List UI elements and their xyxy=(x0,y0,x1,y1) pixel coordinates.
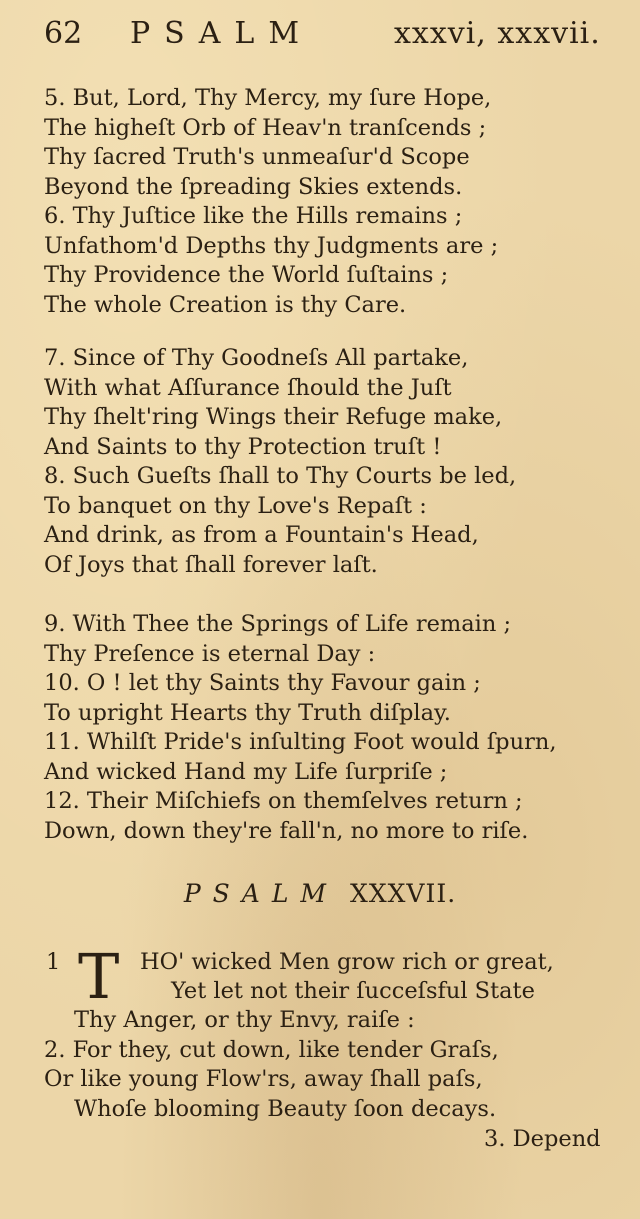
verse-line: To upright Hearts thy Truth diſplay. xyxy=(44,699,451,726)
verse-line: Of Joys that ſhall forever laſt. xyxy=(44,551,378,578)
verse-line: 8. Such Gueſts ſhall to Thy Courts be led, xyxy=(44,463,517,489)
verse-line: With what Aſſurance ſhould the Juſt xyxy=(44,374,452,401)
verse-line: 10. O ! let thy Saints thy Favour gain ; xyxy=(44,670,481,696)
stanza-3 xyxy=(44,610,624,846)
verse-line: Beyond the ſpreading Skies extends. xyxy=(44,173,463,200)
stanza-2 xyxy=(44,344,624,580)
verse-line: And Saints to thy Protection truſt ! xyxy=(44,433,442,460)
stanza-4 xyxy=(44,1006,624,1124)
psalm-heading xyxy=(0,876,640,912)
verse-line: The whole Creation is thy Care. xyxy=(44,291,407,318)
running-title: PSALM xyxy=(130,16,314,51)
verse-line: 2. For they, cut down, like tender Graſs, xyxy=(44,1036,499,1063)
verse-line: 11. Whilſt Pride's inſulting Foot would ſpurn, xyxy=(44,729,557,755)
verse-line: 12. Their Miſchiefs on themſelves return ; xyxy=(44,788,523,814)
verse-line: The higheſt Orb of Heav'n tranſcends ; xyxy=(44,114,487,141)
verse-line: Thy Providence the World ſuſtains ; xyxy=(44,262,449,288)
verse-number: 1 xyxy=(46,949,61,975)
verse-line: Thy ſacred Truth's unmeaſur'd Scope xyxy=(44,144,470,170)
verse-line: Thy Preſence is eternal Day : xyxy=(44,640,376,667)
stanza-1 xyxy=(44,84,624,320)
verse-line: 9. With Thee the Springs of Life remain ; xyxy=(44,611,512,637)
verse-line: 7. Since of Thy Goodneſs All partake, xyxy=(44,345,469,371)
verse-line: Down, down they're fall'n, no more to riſe. xyxy=(44,817,529,844)
verse-line: Yet let not their ſucceſsful State xyxy=(171,978,535,1004)
drop-cap: T xyxy=(78,940,120,1013)
psalm-heading-number: XXXVII. xyxy=(350,879,457,908)
psalm-numbers: xxxvi, xxxvii. xyxy=(394,16,601,51)
psalm-heading-word: PSALM xyxy=(183,879,339,908)
verse-line: 6. Thy Juſtice like the Hills remains ; xyxy=(44,203,463,229)
verse-line: Unfathom'd Depths thy Judgments are ; xyxy=(44,232,499,259)
verse-line: Thy ſhelt'ring Wings their Refuge make, xyxy=(44,404,503,430)
verse-line: And drink, as from a Fountain's Head, xyxy=(44,522,479,548)
page-header xyxy=(44,14,614,54)
page-number: 62 xyxy=(44,16,83,51)
verse-line: To banquet on thy Love's Repaſt : xyxy=(44,492,427,519)
catchword: 3. Depend xyxy=(484,1126,601,1152)
verse-line: Whoſe blooming Beauty ſoon decays. xyxy=(74,1095,497,1122)
verse-line: Or like young Flow'rs, away ſhall paſs, xyxy=(44,1066,483,1092)
verse-line: 5. But, Lord, Thy Mercy, my ſure Hope, xyxy=(44,85,492,111)
verse-line: Thy Anger, or thy Envy, raiſe : xyxy=(74,1007,415,1033)
verse-line: HO' wicked Men grow rich or great, xyxy=(140,949,554,975)
verse-line: And wicked Hand my Life ſurpriſe ; xyxy=(44,758,448,785)
